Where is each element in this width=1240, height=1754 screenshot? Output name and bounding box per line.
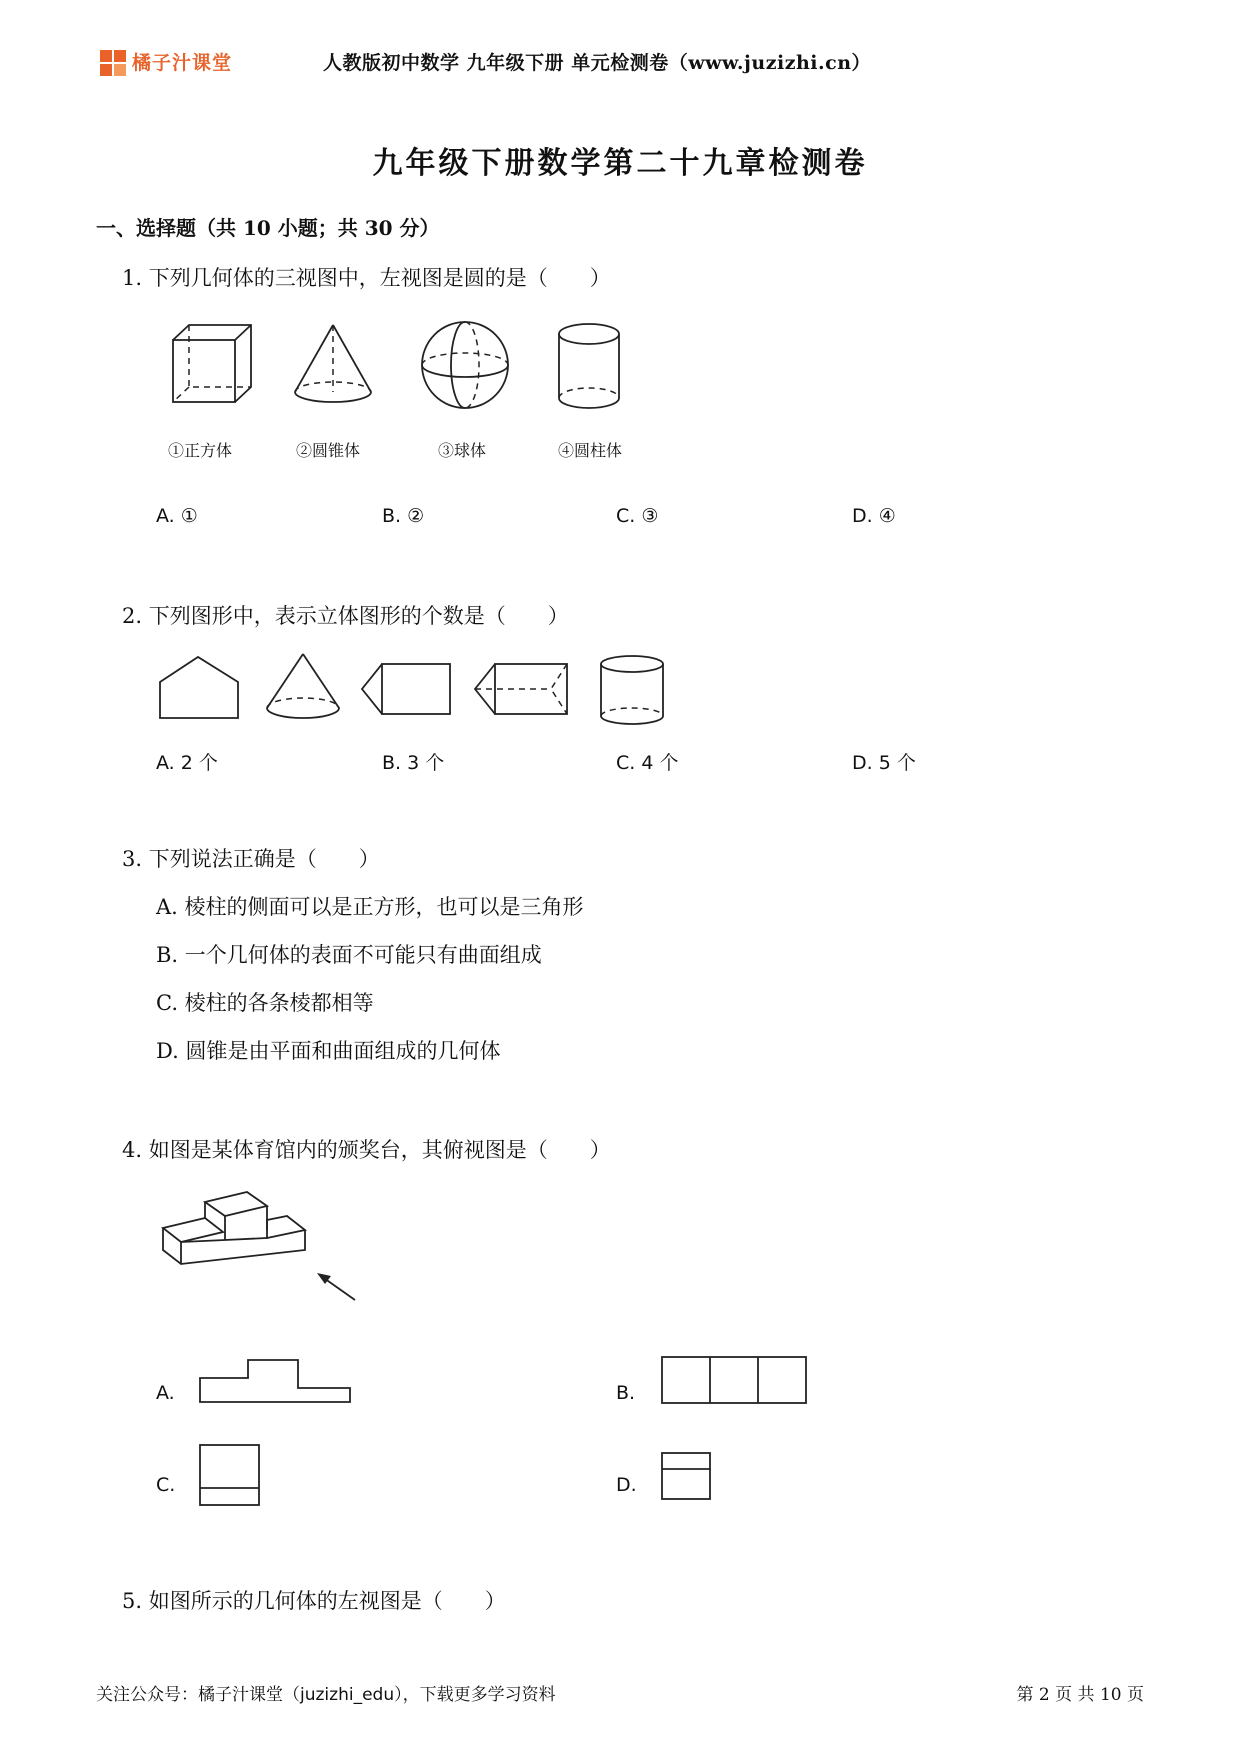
q4-option-d[interactable]: D. (616, 1474, 637, 1496)
cone-outline-figure (267, 654, 339, 718)
q2-option-c[interactable]: C. 4 个 (616, 752, 679, 774)
q4-option-c-figure[interactable] (198, 1443, 262, 1509)
q3-option-a[interactable]: A. 棱柱的侧面可以是正方形，也可以是三角形 (156, 895, 584, 919)
q2-shapes-figure (155, 652, 675, 732)
podium-figure (155, 1190, 375, 1305)
q4-option-a-figure[interactable] (198, 1358, 354, 1408)
q4-option-a[interactable]: A. (156, 1382, 175, 1404)
logo-text: 橘子汁课堂 (132, 52, 233, 74)
q2-option-a[interactable]: A. 2 个 (156, 752, 218, 774)
page-number: 第 2 页 共 10 页 (1016, 1685, 1144, 1705)
q2-option-b[interactable]: B. 3 个 (382, 752, 445, 774)
q1-caption-3: ③球体 (438, 441, 487, 460)
footer-note: 关注公众号：橘子汁课堂（juzizhi_edu），下载更多学习资料 (96, 1685, 556, 1705)
question-1-stem: 1. 下列几何体的三视图中，左视图是圆的是（ ） (122, 266, 611, 290)
cylinder-figure (559, 324, 619, 408)
q1-caption-1: ①正方体 (168, 441, 233, 460)
q1-option-a[interactable]: A. ① (156, 505, 198, 527)
cube-figure (173, 325, 251, 402)
q1-solids-figure (165, 320, 675, 420)
prism-dashed-figure (475, 664, 567, 714)
section-heading: 一、选择题（共 10 小题；共 30 分） (96, 216, 440, 240)
q2-option-d[interactable]: D. 5 个 (852, 752, 916, 774)
q1-option-c[interactable]: C. ③ (616, 505, 659, 527)
q1-caption-2: ②圆锥体 (296, 441, 361, 460)
cylinder-outline-figure (601, 656, 663, 724)
logo-icon (100, 50, 126, 76)
q4-option-b[interactable]: B. (616, 1382, 636, 1404)
q1-caption-4: ④圆柱体 (558, 441, 623, 460)
q3-option-b[interactable]: B. 一个几何体的表面不可能只有曲面组成 (156, 943, 542, 967)
prism-side-figure (362, 664, 450, 714)
pentagon-figure (160, 657, 238, 718)
document-title: 九年级下册数学第二十九章检测卷 (372, 146, 868, 181)
header-title: 人教版初中数学 九年级下册 单元检测卷（www.juzizhi.cn） (323, 52, 872, 74)
q3-option-c[interactable]: C. 棱柱的各条棱都相等 (156, 991, 374, 1015)
q4-option-b-figure[interactable] (660, 1355, 810, 1407)
q4-option-c[interactable]: C. (156, 1474, 176, 1496)
q3-option-d[interactable]: D. 圆锥是由平面和曲面组成的几何体 (156, 1039, 501, 1063)
cone-figure (295, 325, 371, 402)
question-5-stem: 5. 如图所示的几何体的左视图是（ ） (122, 1589, 506, 1613)
sphere-figure (422, 322, 508, 408)
q1-option-d[interactable]: D. ④ (852, 505, 896, 527)
q1-option-b[interactable]: B. ② (382, 505, 425, 527)
question-3-stem: 3. 下列说法正确是（ ） (122, 847, 380, 871)
question-4-stem: 4. 如图是某体育馆内的颁奖台，其俯视图是（ ） (122, 1138, 611, 1162)
q4-option-d-figure[interactable] (660, 1451, 712, 1503)
question-2-stem: 2. 下列图形中，表示立体图形的个数是（ ） (122, 604, 569, 628)
